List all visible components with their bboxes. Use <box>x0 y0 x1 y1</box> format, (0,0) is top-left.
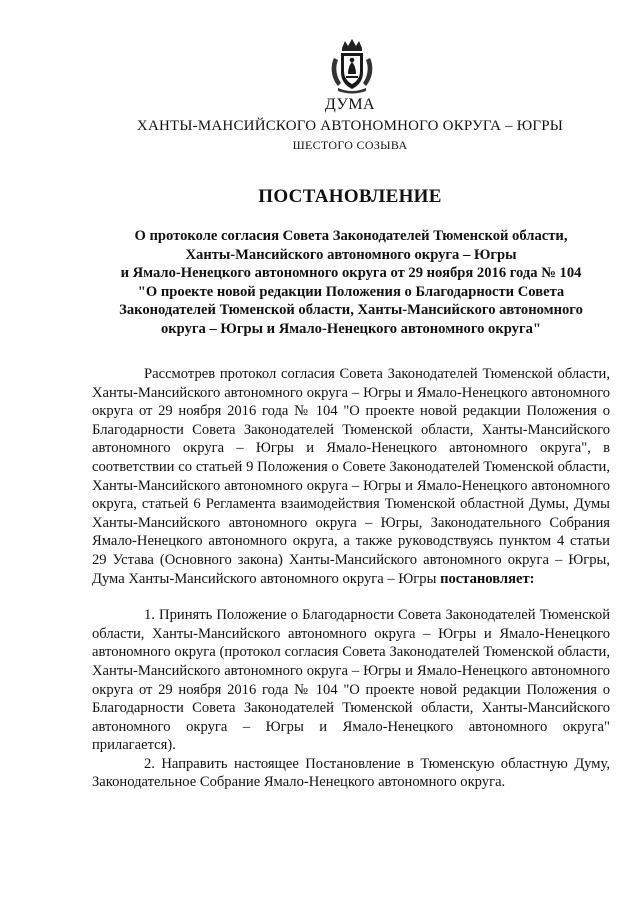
preamble-paragraph <box>92 365 610 588</box>
resolves-word: постановляет: <box>440 570 535 587</box>
document-type-heading: ПОСТАНОВЛЕНИЕ <box>258 186 442 207</box>
resolution-item-1: 1. Принять Положение о Благодарности Совета Законодателей Тюменской области, Ханты-Мансийского автономного округа – Югры и Ямало-Ненецкого автономного округа (протокол согласия Совета Законодателей Тюменской области, Ханты-Мансийского автономного округа – Югры и Ямало-Ненецкого автономного округа от 29 ноября 2016 года № 104 "О проекте новой редакции Положения о Благодарности Совета Законодателей Тюменской области, Ханты-Мансийского автономного округа – Югры и Ямало-Ненецкого автономного округа" прилагается). <box>92 607 610 754</box>
title-line: округа – Югры и Ямало-Ненецкого автономного округа" <box>160 320 542 337</box>
convocation: ШЕСТОГО СОЗЫВА <box>292 138 408 152</box>
title-line: и Ямало-Ненецкого автономного округа от 29 ноября 2016 года № 104 <box>120 265 582 282</box>
document-title <box>92 227 610 339</box>
organization-region: ХАНТЫ-МАНСИЙСКОГО АВТОНОМНОГО ОКРУГА – ЮГРЫ <box>136 118 564 134</box>
title-line: Ханты-Мансийского автономного округа – Югры <box>185 246 517 263</box>
title-line: О протоколе согласия Совета Законодателей Тюменской области, <box>134 228 568 244</box>
title-line: "О проекте новой редакции Положения о Благодарности Совета <box>137 283 565 300</box>
organization-name: ДУМА <box>324 96 376 113</box>
resolution-item-2: 2. Направить настоящее Постановление в Тюменскую областную Думу, Законодательное Собрание Ямало-Ненецкого автономного округа. <box>92 755 610 791</box>
title-line: Законодателей Тюменской области, Ханты-Мансийского автономного <box>119 302 583 319</box>
preamble-text: Рассмотрев протокол согласия Совета Законодателей Тюменской области, Ханты-Мансийского автономного округа – Югры и Ямало-Ненецкого автономного округа от 29 ноября 2016 года № 104 "О проекте новой редакции Положения о Благодарности Совета Законодателей Тюменской области, Ханты-Мансийского автономного округа – Югры и Ямало-Ненецкого автономного округа", в соответствии со статьей 9 Положения о Совете Законодателей Тюменской области, Ханты-Мансийского автономного округа – Югры и Ямало-Ненецкого автономного округа, статьей 6 Регламента взаимодействия Тюменской областной Думы, Думы Ханты-Мансийского автономного округа – Югры, Законодательного Собрания Ямало-Ненецкого автономного округа, а также руководствуясь пунктом 4 статьи 29 Устава (Основного закона) Ханты-Мансийского автономного округа – Югры, Дума Ханты-Мансийского автономного округа – Югры <box>92 366 610 587</box>
coat-of-arms-icon <box>328 38 376 94</box>
document-body <box>92 365 610 792</box>
